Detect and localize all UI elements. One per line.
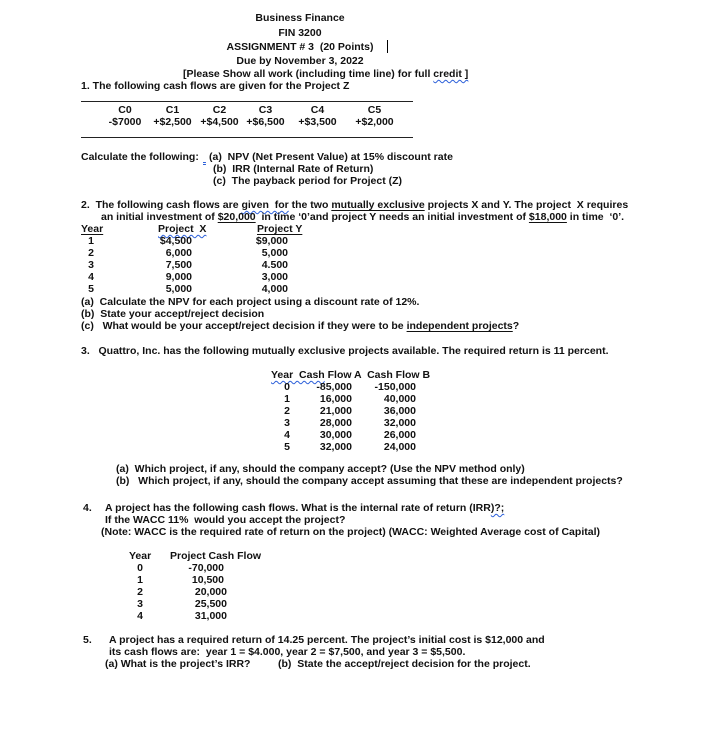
q2-header-project-y: Project Y xyxy=(257,223,303,235)
q3-item-a: (a) Which project, if any, should the company accept? (Use the NPV method only) xyxy=(116,463,525,475)
instruction xyxy=(183,68,468,80)
q2-text: in time ‘0’. xyxy=(566,211,625,223)
q1-header: C5 xyxy=(367,104,382,116)
q4-line1-text: A project has the following cash flows. What is the internal rate of return (IRR xyxy=(105,502,491,514)
q2-project-y-value: 4,000 xyxy=(261,283,288,295)
q3-flow-b-value: 26,000 xyxy=(383,429,416,441)
q1-table-bottom-rule xyxy=(81,137,413,138)
q3-title: 3. Quattro, Inc. has the following mutually exclusive projects available. The required return is 11 percent. xyxy=(81,345,609,357)
q3-flow-a-value: 30,000 xyxy=(319,429,352,441)
q4-year: 1 xyxy=(137,574,143,586)
q1-header: C3 xyxy=(258,104,273,116)
q4-year-column xyxy=(135,562,145,622)
q4-flow-value: -70,000 xyxy=(188,562,224,574)
q1-calc-label: Calculate the following: xyxy=(81,151,199,163)
q4-flow-value: 10,500 xyxy=(191,574,224,586)
q2-intro-line2 xyxy=(101,211,624,223)
q3-year: 1 xyxy=(284,393,290,405)
q4-header-year: Year xyxy=(129,550,152,562)
q3-flow-b-value: 36,000 xyxy=(383,405,416,417)
q2-intro-line1 xyxy=(81,199,628,211)
due-date: Due by November 3, 2022 xyxy=(236,55,364,67)
q2-project-y-column xyxy=(246,235,288,295)
q3-year: 2 xyxy=(284,405,290,417)
q2-item-c xyxy=(81,320,519,332)
q2-year: 4 xyxy=(88,271,94,283)
course-code: FIN 3200 xyxy=(278,27,322,39)
q1-header: C4 xyxy=(310,104,325,116)
q5-number: 5. xyxy=(83,634,92,646)
q2-project-y-value: $9,000 xyxy=(255,235,288,247)
q1-item-b: (b) IRR (Internal Rate of Return) xyxy=(213,163,374,175)
q4-year: 0 xyxy=(137,562,143,574)
q4-year: 4 xyxy=(137,610,143,622)
q3-flow-b-column xyxy=(368,381,416,453)
q2-text: 2. The following cash flows are xyxy=(81,199,242,211)
q2-project-x-value: 7,500 xyxy=(165,259,192,271)
q3-flow-a-value: 16,000 xyxy=(319,393,352,405)
q2-project-y-value: 4.500 xyxy=(261,259,288,271)
q2-project-y-value: 3,000 xyxy=(261,271,288,283)
q4-flow-value: 25,500 xyxy=(194,598,227,610)
q3-flow-a-value: 21,000 xyxy=(319,405,352,417)
q1-value: +$6,500 xyxy=(246,116,285,128)
q1-header: C2 xyxy=(212,104,227,116)
q2-item-a: (a) Calculate the NPV for each project using a discount rate of 12%. xyxy=(81,296,420,308)
q3-flow-a-value: 28,000 xyxy=(319,417,352,429)
q2-text: an initial investment of xyxy=(101,211,218,223)
course-title: Business Finance xyxy=(255,12,345,24)
instruction-text: [Please Show all work (including time line) for full xyxy=(183,68,434,80)
q1-value: -$7000 xyxy=(108,116,142,128)
q2-year: 2 xyxy=(88,247,94,259)
q4-year: 2 xyxy=(137,586,143,598)
q4-flow-value: 20,000 xyxy=(194,586,227,598)
q2-year: 5 xyxy=(88,283,94,295)
q3-flow-a-value: -85,000 xyxy=(316,381,352,393)
q2-year: 3 xyxy=(88,259,94,271)
q2-item-b: (b) State your accept/reject decision xyxy=(81,308,265,320)
q3-year: 4 xyxy=(284,429,290,441)
q2-header-year: Year xyxy=(81,223,104,235)
q2-text: in time ‘0’and project Y needs an initial investment of xyxy=(255,211,529,223)
q2-text: projects X and Y. The project X requires xyxy=(424,199,629,211)
q2-project-y-value: 5,000 xyxy=(261,247,288,259)
assignment-title: ASSIGNMENT # 3 (20 Points) xyxy=(226,41,374,53)
q4-year: 3 xyxy=(137,598,143,610)
q5-line1: A project has a required return of 14.25 percent. The project’s initial cost is $12,000 and xyxy=(109,634,545,646)
q2-amount-y: $18,000 xyxy=(528,211,567,223)
q2-independent-projects: independent projects xyxy=(406,320,513,332)
text-cursor xyxy=(387,40,388,53)
q2-project-x-column xyxy=(150,235,192,295)
q2-year-column xyxy=(86,235,96,295)
q3-year: 0 xyxy=(284,381,290,393)
q3-year-column xyxy=(282,381,292,453)
q1-item-a xyxy=(203,151,453,163)
q4-line1-flagged: )?; xyxy=(490,502,505,514)
q3-flow-a-value: 32,000 xyxy=(319,441,352,453)
q2-item-c-text: (c) What would be your accept/reject decision if they were to be xyxy=(81,320,407,332)
q3-flow-b-value: 32,000 xyxy=(383,417,416,429)
q3-flow-a-column xyxy=(306,381,352,453)
q4-flow-column xyxy=(183,562,227,622)
q2-item-c-end: ? xyxy=(512,320,520,332)
q2-project-x-value: 5,000 xyxy=(165,283,192,295)
q1-table-top-rule xyxy=(81,101,413,102)
q3-year: 5 xyxy=(284,441,290,453)
q3-header-flows: Flow A Cash Flow B xyxy=(324,369,431,381)
q5-line2: its cash flows are: year 1 = $4.000, year 2 = $7,500, and year 3 = $5,500. xyxy=(109,646,466,658)
q1-value: +$4,500 xyxy=(200,116,239,128)
q4-flow-value: 31,000 xyxy=(194,610,227,622)
q1-title: 1. The following cash flows are given for the Project Z xyxy=(81,80,350,92)
q4-header-flow: Project Cash Flow xyxy=(170,550,262,562)
q2-text: the two xyxy=(288,199,332,211)
q3-flow-b-value: -150,000 xyxy=(374,381,416,393)
q5-item-a: (a) What is the project’s IRR? xyxy=(105,658,251,670)
q1-value: +$2,000 xyxy=(355,116,394,128)
q2-text-flagged: given for xyxy=(241,199,289,211)
q1-value: +$3,500 xyxy=(298,116,337,128)
q1-header: C1 xyxy=(165,104,180,116)
q1-item-a-text: (a) NPV (Net Present Value) at 15% discount rate xyxy=(209,151,453,163)
credit-link: credit ] xyxy=(433,68,469,80)
q1-value: +$2,500 xyxy=(153,116,192,128)
q2-project-x-value: $4,500 xyxy=(159,235,192,247)
q1-header: C0 xyxy=(118,104,132,116)
q2-year: 1 xyxy=(88,235,94,247)
q3-table-header xyxy=(271,369,430,381)
q2-project-x-value: 6,000 xyxy=(165,247,192,259)
q2-amount-x: $20,000 xyxy=(217,211,256,223)
q4-number: 4. xyxy=(83,502,92,514)
q1-item-c: (c) The payback period for Project (Z) xyxy=(213,175,403,187)
q5-item-b: (b) State the accept/reject decision for the project. xyxy=(278,658,531,670)
q2-header-project-x: Project X xyxy=(158,223,207,235)
q3-year: 3 xyxy=(284,417,290,429)
q4-line1 xyxy=(105,502,504,514)
q4-note: (Note: WACC is the required rate of return on the project) (WACC: Weighted Average cost of Capital) xyxy=(101,526,600,538)
q2-project-x-value: 9,000 xyxy=(165,271,192,283)
q3-flow-b-value: 24,000 xyxy=(383,441,416,453)
q3-flow-b-value: 40,000 xyxy=(383,393,416,405)
q2-emphasis: mutually exclusive xyxy=(331,199,425,211)
q4-line2: If the WACC 11% would you accept the project? xyxy=(105,514,346,526)
q3-header-year-cash: Year Cash xyxy=(271,369,325,381)
q3-item-b: (b) Which project, if any, should the company accept assuming that these are independent projects? xyxy=(116,475,623,487)
